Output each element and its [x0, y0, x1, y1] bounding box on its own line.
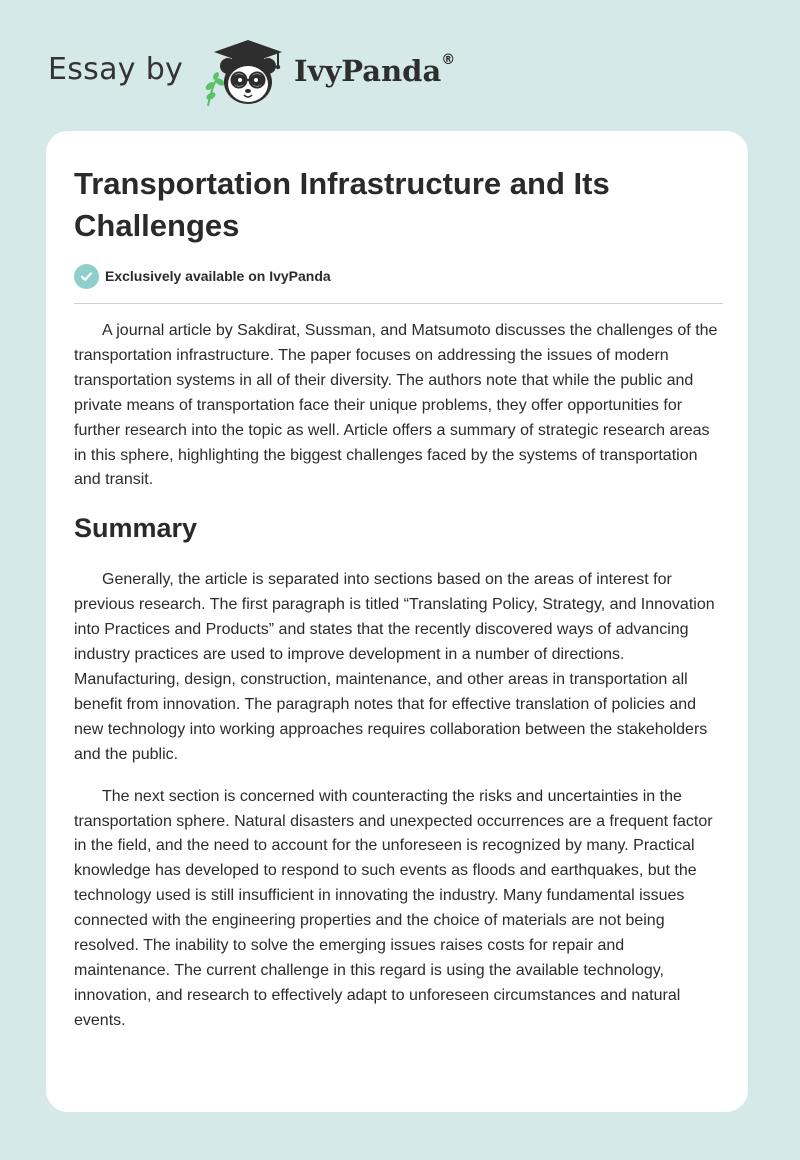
intro-paragraph: A journal article by Sakdirat, Sussman, and Matsumoto discusses the challenges of the transportation infrastructure. The paper focuses on addressing the issues of modern transportation systems in all of their diversity. The authors note that while the public and private means of transportation face their unique problems, they offer opportunities for further research into the topic as well. Article offers a summary of strategic research areas in this sphere, highlighting the biggest challenges faced by the systems of transportation and transit. — [74, 322, 718, 489]
divider — [74, 303, 723, 304]
exclusive-badge-label: Exclusively available on IvyPanda — [105, 268, 331, 284]
essay-by-label: Essay by — [48, 52, 184, 87]
essay-title: Transportation Infrastructure and Its Challenges — [74, 166, 610, 243]
body-paragraph: The next section is concerned with counteracting the risks and uncertainties in the transportation sphere. Natural disasters and unexpected occurrences are a frequent factor in the field, and the need to account for the unforeseen is recognized by many. Practical knowledge has developed to respond to such events as floods and earthquakes, but the technology used is still insufficient in innovating the industry. Many fundamental issues connected with the engineering properties and the choice of materials are not being resolved. The inability to solve the emerging issues raises costs for repair and maintenance. The current challenge in this regard is using the available technology, innovation, and research to effectively adapt to unforeseen circumstances and natural events. — [74, 787, 713, 1029]
check-circle-icon — [74, 264, 99, 289]
exclusive-badge — [74, 263, 331, 289]
brand-logo-text: IvyPanda® — [294, 52, 456, 88]
site-header — [48, 36, 488, 108]
body-paragraph: Generally, the article is separated into sections based on the areas of interest for previous research. The first paragraph is titled “Translating Policy, Strategy, and Innovation into Practices and Products” and states that the recently discovered ways of advancing industry practices are used to improve development in a number of directions. Manufacturing, design, construction, maintenance, and other areas in transportation all benefit from innovation. The paragraph notes that for effective translation of policies and new technology into working approaches requires collaboration between the stakeholders and the public. — [74, 571, 715, 763]
essay-body — [74, 319, 724, 1051]
essay-card — [46, 131, 748, 1112]
summary-heading: Summary — [74, 513, 198, 544]
panda-graduate-icon — [202, 36, 292, 108]
